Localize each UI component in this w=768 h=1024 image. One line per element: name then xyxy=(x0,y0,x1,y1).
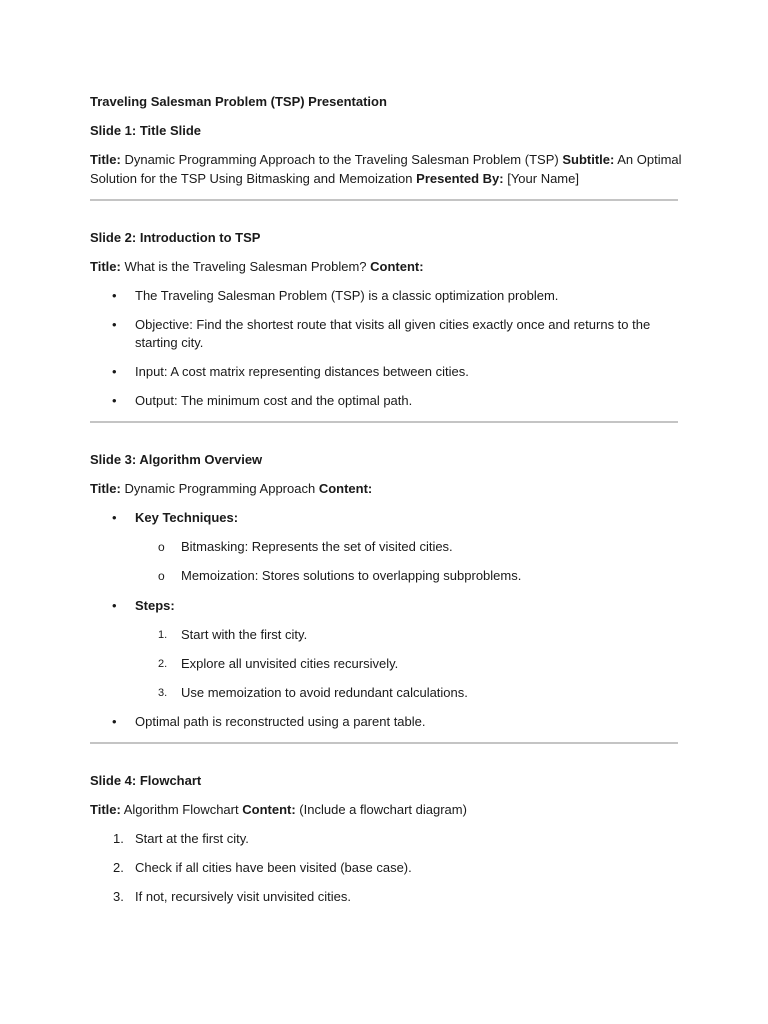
slide4-content-label: Content: xyxy=(242,802,296,817)
slide1-title-text: Dynamic Programming Approach to the Traveling Salesman Problem (TSP) xyxy=(124,152,559,167)
bullet-glyph: • xyxy=(112,598,117,613)
slide3-steps-label: Steps: xyxy=(135,598,175,613)
slide2-bullet-2-cont: starting city. xyxy=(135,335,204,350)
bullet-glyph: • xyxy=(112,288,117,303)
slide3-technique-1: Bitmasking: Represents the set of visited cities. xyxy=(181,539,453,554)
divider-2 xyxy=(90,421,678,423)
step-number: 2. xyxy=(158,658,168,670)
slide3-title-line xyxy=(90,480,372,498)
slide2-bullet-4: Output: The minimum cost and the optimal path. xyxy=(135,393,413,408)
slide2-title-line xyxy=(90,258,424,276)
slide2-title-text: What is the Traveling Salesman Problem? xyxy=(124,259,367,274)
bullet-glyph: • xyxy=(112,364,117,379)
step-number: 3. xyxy=(158,687,168,699)
slide1-presented-text: [Your Name] xyxy=(507,171,579,186)
slide4-title-text: Algorithm Flowchart xyxy=(123,802,239,817)
sub-bullet-glyph: o xyxy=(158,569,165,583)
slide3-step-2: Explore all unvisited cities recursively. xyxy=(181,656,399,671)
slide3-last-bullet: Optimal path is reconstructed using a parent table. xyxy=(135,714,426,729)
slide2-title-label: Title: xyxy=(90,259,121,274)
sub-bullet-glyph: o xyxy=(158,540,165,554)
slide3-step-3: Use memoization to avoid redundant calculations. xyxy=(181,685,468,700)
slide4-step-1: Start at the first city. xyxy=(135,831,249,846)
slide2-bullet-3: Input: A cost matrix representing distances between cities. xyxy=(135,364,469,379)
slide4-step-3: If not, recursively visit unvisited cities. xyxy=(135,889,352,904)
slide4-content-text: (Include a flowchart diagram) xyxy=(299,802,467,817)
slide3-key-techniques: Key Techniques: xyxy=(135,510,239,525)
slide4-title-line xyxy=(90,801,467,819)
slide2-heading: Slide 2: Introduction to TSP xyxy=(90,230,261,245)
slide2-content-label: Content: xyxy=(370,259,424,274)
slide4-step-2: Check if all cities have been visited (base case). xyxy=(135,860,412,875)
divider-3 xyxy=(90,742,678,744)
slide1-heading: Slide 1: Title Slide xyxy=(90,123,202,138)
step-number: 1. xyxy=(158,629,168,641)
step-number: 2. xyxy=(113,860,124,875)
slide3-technique-2: Memoization: Stores solutions to overlapping subproblems. xyxy=(181,568,522,583)
slide3-heading: Slide 3: Algorithm Overview xyxy=(90,452,263,467)
slide1-subtitle-text: An Optimal xyxy=(617,152,682,167)
slide1-subtitle-line xyxy=(90,170,579,188)
divider-1 xyxy=(90,199,678,201)
bullet-glyph: • xyxy=(112,714,117,729)
slide1-presented-label: Presented By: xyxy=(416,171,504,186)
slide2-bullet-1: The Traveling Salesman Problem (TSP) is a classic optimization problem. xyxy=(135,288,559,303)
slide3-title-text: Dynamic Programming Approach xyxy=(124,481,316,496)
slide3-title-label: Title: xyxy=(90,481,121,496)
slide1-subtitle-text-cont: Solution for the TSP Using Bitmasking and Memoization xyxy=(90,171,413,186)
slide4-title-label: Title: xyxy=(90,802,121,817)
bullet-glyph: • xyxy=(112,510,117,525)
slide1-title-label: Title: xyxy=(90,152,121,167)
slide3-content-label: Content: xyxy=(318,481,373,496)
slide2-bullet-2: Objective: Find the shortest route that visits all given cities exactly once and returns to the xyxy=(135,317,651,332)
slide3-step-1: Start with the first city. xyxy=(181,627,308,642)
slide4-heading: Slide 4: Flowchart xyxy=(90,773,202,788)
document-title: Traveling Salesman Problem (TSP) Presentation xyxy=(90,94,387,109)
step-number: 3. xyxy=(113,889,124,904)
bullet-glyph: • xyxy=(112,393,117,408)
slide1-subtitle-label: Subtitle: xyxy=(562,152,615,167)
bullet-glyph: • xyxy=(112,317,117,332)
step-number: 1. xyxy=(113,831,124,846)
slide1-title-line xyxy=(90,151,682,169)
